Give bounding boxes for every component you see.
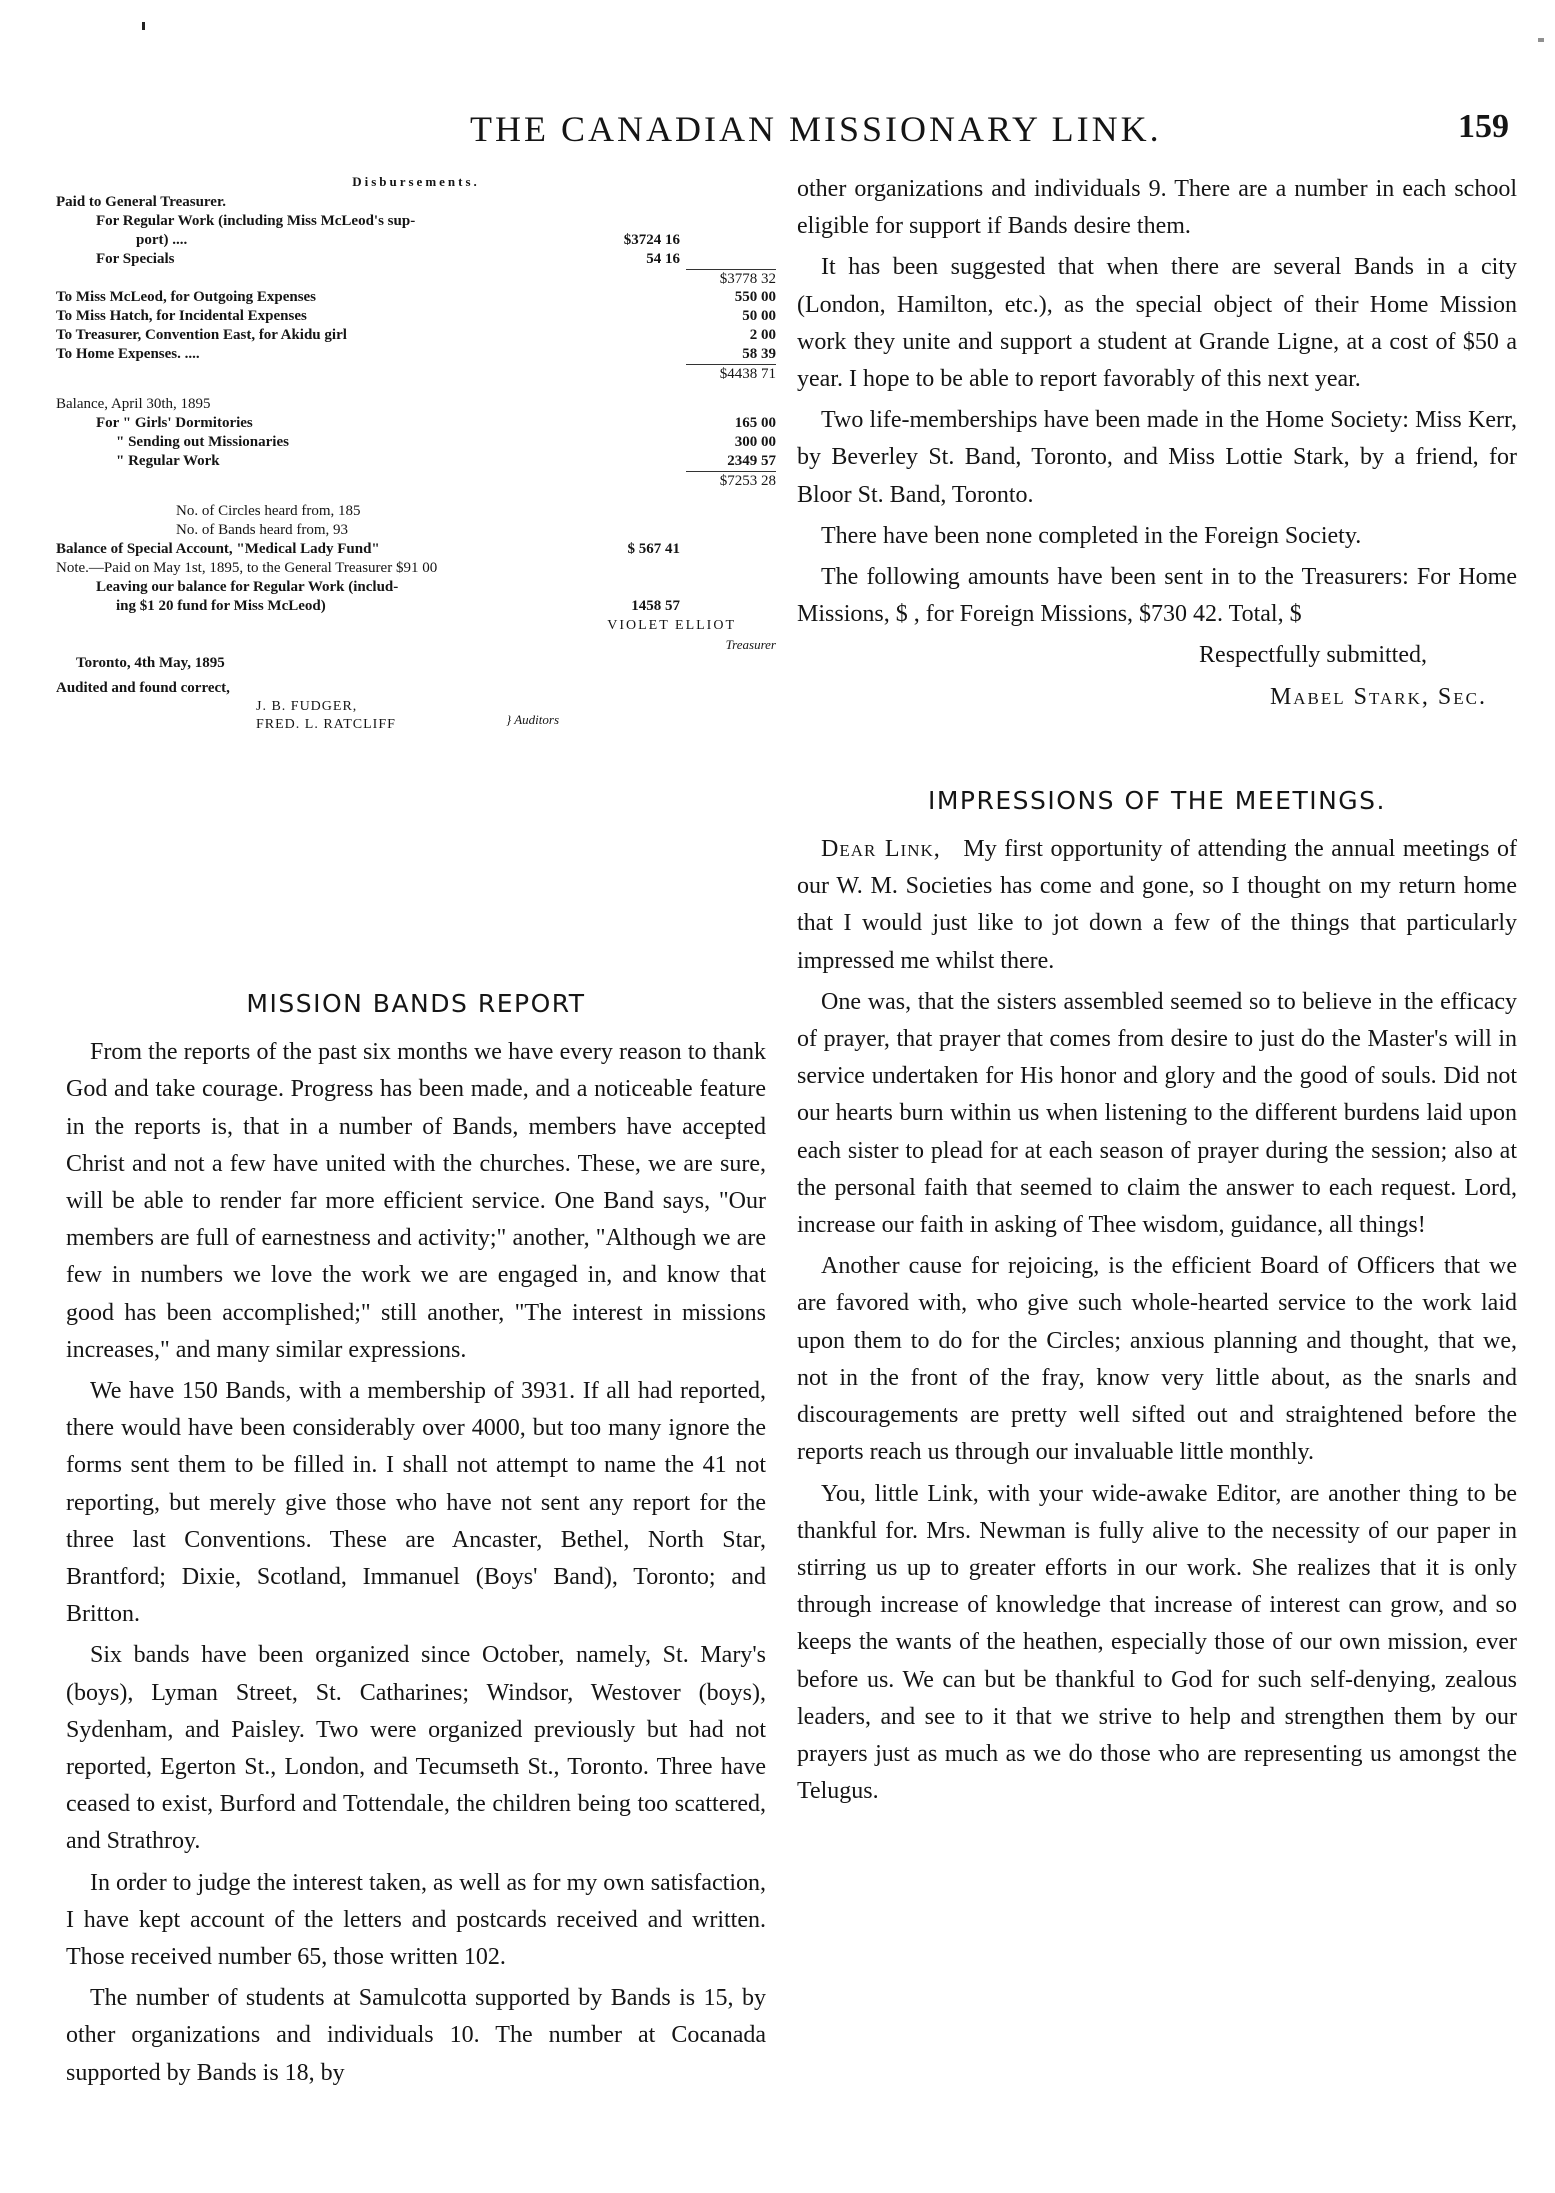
statement-row: " Regular Work 2349 57 — [116, 453, 776, 469]
statement-row: Paid to General Treasurer. — [56, 194, 226, 210]
paragraph: other organizations and individuals 9. There are a number in each school eligible for support if Bands desire them. — [797, 176, 1517, 240]
mission-bands-report — [66, 985, 766, 2096]
running-title: THE CANADIAN MISSIONARY LINK. — [470, 109, 1162, 149]
paragraph-text: My first opportunity of attending the annual meetings of our W. M. Societies has come and gone, so I thought on my return home that I would just like to jot down a few of the things that particularly impressed me whilst there. — [797, 836, 1518, 974]
print-speck — [142, 22, 145, 30]
treasurer-name: VIOLET ELLIOT — [607, 618, 736, 633]
right-column — [797, 171, 1517, 1814]
page-number: 159 — [1458, 108, 1509, 145]
print-speck — [1538, 38, 1544, 42]
paragraph: It has been suggested that when there are several Bands in a city (London, Hamilton, etc.), as the special object of their Home Mission work they unite and support a student at Grande Ligne, at a cost of $50 a year. I hope to be able to report favorably of this next year. — [797, 254, 1517, 393]
statement-row: For " Girls' Dormitories 165 00 — [96, 415, 776, 431]
paragraph: From the reports of the past six months we have every reason to thank God and take courage. Progress has been made, and a noticeable feature in the reports is, that in a number of Bands, members have accepted Christ and not a few have united with the churches. These, we are sure, will be able to render far more efficient service. One Band says, "Our members are full of earnestness and activity;" another, "Although we are few in numbers we love the work we are engaged in, and know that good has been accomplished;" still another, "The interest in missions increases," and many similar expressions. — [66, 1039, 766, 1363]
paragraph: We have 150 Bands, with a membership of 3931. If all had reported, there would have been considerably over 4000, but too many ignore the forms sent them to be filled in. I shall not attempt to name the 41 not reporting, but merely give those who have not sent any report for the three last Conventions. These are Ancaster, Bethel, North Star, Brantford; Dixie, Scotland, Immanuel (Boys' Band), Toronto; and Britton. — [66, 1378, 766, 1628]
statement-row: No. of Circles heard from, 185 — [176, 503, 361, 519]
statement-row: Note.—Paid on May 1st, 1895, to the General Treasurer $91 00 — [56, 560, 438, 576]
paragraph: The number of students at Samulcotta supported by Bands is 15, by other organizations and individuals 10. The number at Cocanada supported by Bands is 18, by — [66, 1985, 766, 2086]
statement-row: To Miss Hatch, for Incidental Expenses 50 00 — [56, 308, 776, 324]
statement-row: For Specials 54 16 — [96, 251, 680, 267]
statement-heading: Disbursements. — [352, 174, 480, 189]
paragraph: You, little Link, with your wide-awake Editor, are another thing to be thankful for. Mrs. Newman is fully alive to the necessity of our paper in stirring us up to greater efforts in our work. She realizes that it is only through increase of knowledge that increase of interest can grow, and so keeps the wants of the heathen, especially those of our own mission, ever before us. We can but be thankful to God for such self-denying, zealous leaders, and see to it that we strive to help and strengthen them by our prayers just as much as we do those who are representing us amongst the Telugus. — [797, 1480, 1517, 1805]
statement-row: To Home Expenses. .... 58 39 — [56, 346, 776, 362]
treasurer-title: Treasurer — [725, 637, 776, 652]
closing: Respectfully submitted, — [1199, 642, 1427, 669]
financial-statement — [56, 172, 776, 738]
statement-row: $4438 71 — [56, 364, 776, 383]
statement-row: $3778 32 — [56, 269, 776, 288]
statement-row: Balance of Special Account, "Medical Lady Fund" $ 567 41 — [56, 541, 680, 557]
paragraph: Six bands have been organized since October, namely, St. Mary's (boys), Lyman Street, St. Catharines; Windsor, Westover (boys), Sydenham, and Paisley. Two were organized previously but had not reported, Egerton St., London, and Tecumseth St., Toronto. Three have ceased to exist, Burford and Tottendale, the children being too scattered, and Strathroy. — [66, 1642, 766, 1855]
page-header — [0, 108, 1555, 158]
paragraph: There have been none completed in the Foreign Society. — [821, 522, 1362, 549]
paragraph — [797, 831, 1517, 980]
statement-row: To Treasurer, Convention East, for Akidu girl 2 00 — [56, 327, 776, 343]
salutation: Dear Link, — [821, 836, 941, 863]
paragraph: In order to judge the interest taken, as well as for my own satisfaction, I have kept account of the letters and postcards received and written. Those received number 65, those written 102. — [66, 1869, 766, 1971]
statement-row: port) .... $3724 16 — [136, 232, 680, 248]
statement-row: $7253 28 — [56, 471, 776, 490]
paragraph: Another cause for rejoicing, is the efficient Board of Officers that we are favored with, who give such whole-hearted service to the work laid upon them to do for the Circles; anxious planning and thought, that we, not in the front of the fray, know very little about, as the snarls and discouragements are pretty well sifted out and straightened before the reports reach us through our invaluable little monthly. — [797, 1253, 1517, 1466]
statement-row: ing $1 20 fund for Miss McLeod) 1458 57 — [116, 598, 680, 614]
statement-row: For Regular Work (including Miss McLeod's sup- — [96, 213, 416, 229]
paragraph: Two life-memberships have been made in the Home Society: Miss Kerr, by Beverley St. Band, Toronto, and Miss Lottie Stark, by a friend, for Bloor St. Band, Toronto. — [797, 407, 1517, 508]
place-date: Toronto, 4th May, 1895 — [76, 655, 225, 671]
section-title: IMPRESSIONS OF THE MEETINGS. — [927, 785, 1386, 815]
statement-row: Balance, April 30th, 1895 — [56, 396, 211, 412]
statement-row: No. of Bands heard from, 93 — [176, 522, 349, 538]
statement-row: Leaving our balance for Regular Work (includ- — [96, 579, 399, 595]
statement-row: " Sending out Missionaries 300 00 — [116, 434, 776, 450]
auditors-block — [256, 698, 776, 738]
signature: Mabel Stark, Sec. — [1269, 683, 1487, 710]
paragraph: The following amounts have been sent in to the Treasurers: For Home Missions, $ , for Foreign Missions, $730 42. Total, $ — [797, 564, 1517, 628]
auditor-name: FRED. L. RATCLIFF — [256, 717, 396, 732]
auditor-name: J. B. FUDGER, — [256, 699, 358, 714]
auditors-label: } Auditors — [506, 712, 559, 727]
statement-row: To Miss McLeod, for Outgoing Expenses 550 00 — [56, 289, 776, 305]
section-title: MISSION BANDS REPORT — [246, 989, 586, 1018]
audit-note: Audited and found correct, — [56, 680, 230, 696]
paragraph: One was, that the sisters assembled seemed so to believe in the efficacy of prayer, that prayer that comes from desire to just do the Master's will in service undertaken for His honor and glory and the good of souls. Did not our hearts burn within us when listening to the different burdens laid upon each sister to plead for at each season of prayer during the session; also at the personal faith that seemed to claim the answer to each request. Lord, increase our faith in asking of Thee wisdom, guidance, all things! — [797, 988, 1517, 1239]
